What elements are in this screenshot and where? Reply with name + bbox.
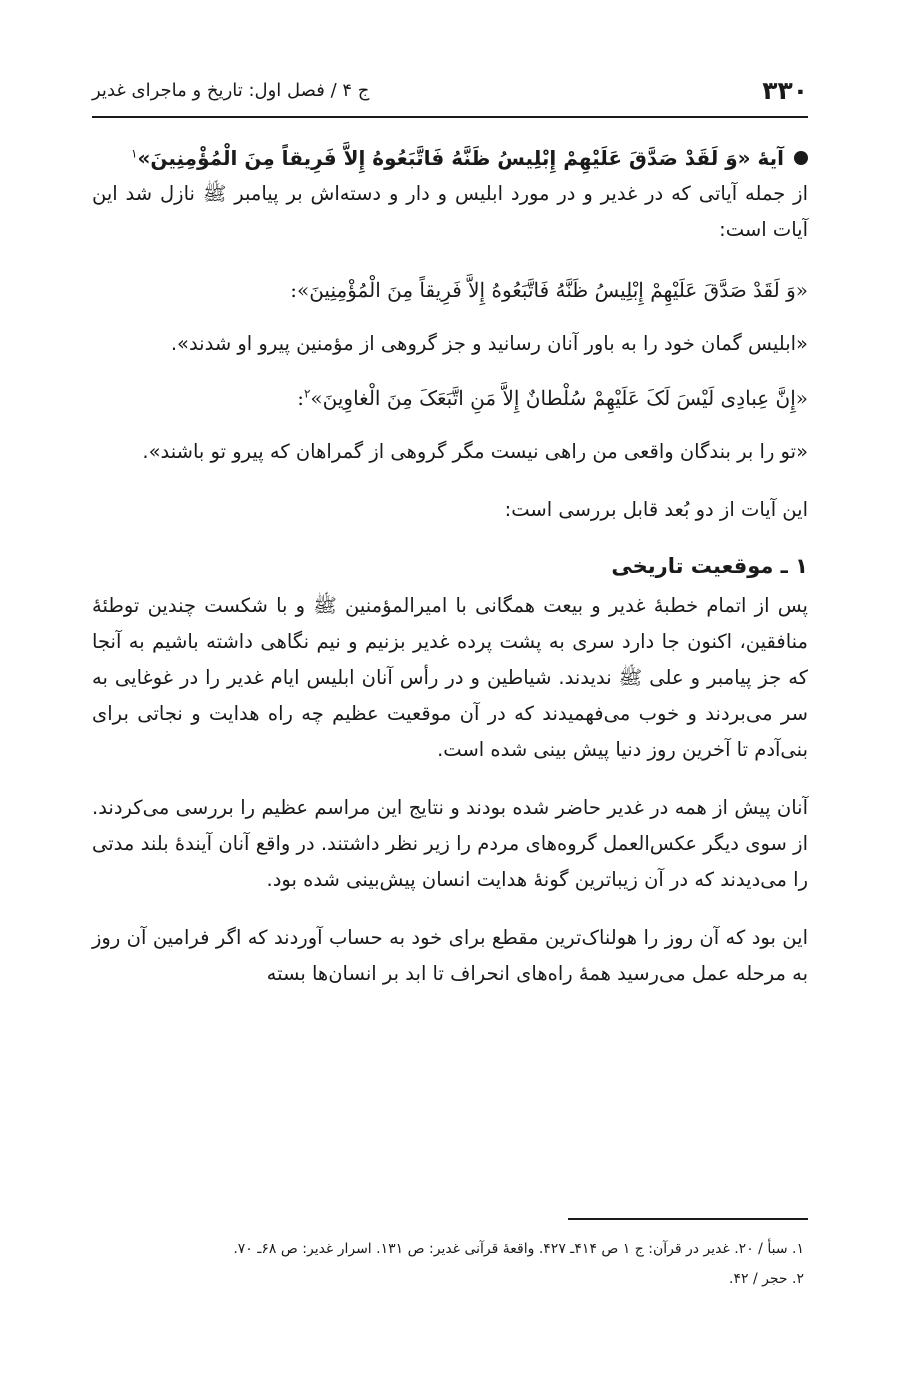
quote-translation-2: «تو را بر بندگان واقعی من راهی نیست مگر گروهی از گمراهان که پیرو تو باشند». — [142, 440, 808, 463]
page-header — [92, 72, 808, 108]
paragraph-2: آنان پیش از همه در غدیر حاضر شده بودند و نتایج این مراسم عظیم را بررسی می‌کردند. از سوی دیگر عکس‌العمل گروه‌های مردم را زیر نظر داشتند. در واقع آنان آیندهٔ بلند مدتی را می‌دیدند که در آن زیباترین گونهٔ هدایت انسان پیش‌بینی شده بود. — [92, 796, 808, 891]
quote-arabic-2-text: «إِنَّ عِبادِی لَیْسَ لَکَ عَلَیْهِمْ سُلْطانٌ إِلاَّ مَنِ اتَّبَعَکَ مِنَ الْغاوِینَ» — [310, 386, 808, 410]
quote-arabic-2 — [92, 378, 808, 418]
footnote-rule — [568, 1218, 808, 1220]
verse-heading — [92, 140, 808, 176]
verse-heading-text: آیهٔ «وَ لَقَدْ صَدَّقَ عَلَیْهِمْ إِبْلِیسُ ظَنَّهُ فَاتَّبَعُوهُ إِلاَّ فَرِیقاً مِنَ الْمُؤْمِنِینَ» — [137, 146, 784, 170]
paragraph-1: پس از اتمام خطبهٔ غدیر و بیعت همگانی با امیرالمؤمنین ﷺ و با شکست چندین توطئهٔ منافقین، اکنون جا دارد سری به پشت پرده غدیر بزنیم و نیم نگاهی داشته باشیم به آنجا که جز پیامبر و علی ﷺ ندیدند. شیاطین و در رأس آنان ابلیس ایام غدیر را در غوغایی به سر می‌بردند و خوب می‌فهمیدند که در آن موقعیت عظیم چه راه هدایت و نجاتی برای بنی‌آدم تا آخرین روز دنیا پیش بینی شده است. — [92, 594, 808, 761]
footnote-1: ۱. سبأ / ۲۰. غدیر در قرآن: ج ۱ ص ۴۱۴ـ ۴۲۷. واقعهٔ قرآنی غدیر: ص ۱۳۱. اسرار غدیر: ص ۶۸ـ ۷۰. — [233, 1241, 804, 1257]
quote-translation-1: «ابلیس گمان خود را به باور آنان رسانید و جز گروهی از مؤمنین پیرو او شدند». — [170, 332, 808, 355]
page-number: ۳۳۰ — [762, 75, 808, 105]
footnote-ref-1[interactable]: ۱ — [130, 146, 138, 161]
quote-arabic-1: «وَ لَقَدْ صَدَّقَ عَلَیْهِمْ إِبْلِیسُ ظَنَّهُ فَاتَّبَعُوهُ إِلاَّ فَرِیقاً مِنَ الْمُؤْمِنِینَ»: — [290, 278, 808, 302]
footnote-ref-2[interactable]: ۲ — [303, 386, 311, 401]
running-head: ج ۴ / فصل اول: تاریخ و ماجرای غدیر — [92, 79, 370, 101]
bullet-icon — [794, 151, 808, 165]
two-dimensions-line: این آیات از دو بُعد قابل بررسی است: — [504, 498, 808, 521]
header-rule — [92, 116, 808, 118]
quote-arabic-2-colon: : — [297, 386, 304, 410]
footnotes — [92, 1234, 804, 1294]
paragraph-3: این بود که آن روز را هولناک‌ترین مقطع برای خود به حساب آوردند که اگر فرامین آن روز به مرحله عمل می‌رسید همهٔ راه‌های انحراف تا ابد بر انسان‌ها بسته — [92, 926, 808, 985]
intro-paragraph: از جمله آیاتی که در غدیر و در مورد ابلیس و دار و دسته‌اش بر پیامبر ﷺ نازل شد این آیات است: — [92, 182, 808, 241]
page-content — [92, 140, 808, 992]
section-heading: ۱ ـ موقعیت تاریخی — [611, 554, 808, 578]
footnote-2: ۲. حجر / ۴۲. — [729, 1271, 804, 1287]
